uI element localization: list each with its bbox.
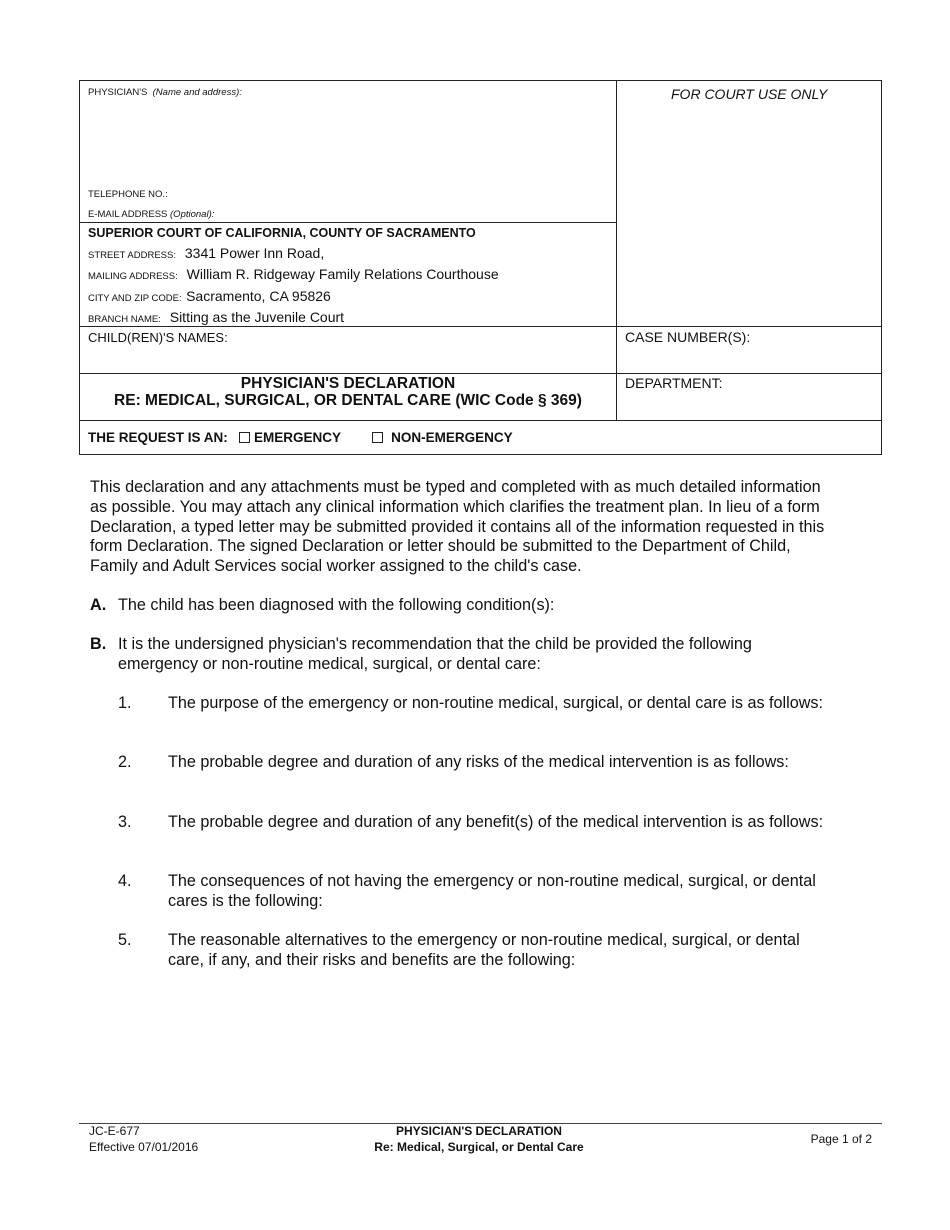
form-code: JC-E-677: [89, 1124, 140, 1138]
street-address: STREET ADDRESS: 3341 Power Inn Road,: [88, 245, 325, 261]
emergency-label: EMERGENCY: [254, 430, 341, 445]
section-a-letter: A.: [90, 596, 107, 614]
footer-title-line2: Re: Medical, Surgical, or Dental Care: [374, 1140, 584, 1154]
court-use-label: FOR COURT USE ONLY: [671, 86, 828, 102]
telephone-label: TELEPHONE NO.:: [88, 189, 168, 200]
form-title-line2: RE: MEDICAL, SURGICAL, OR DENTAL CARE (WIC Code § 369): [114, 392, 582, 409]
effective-date: Effective 07/01/2016: [89, 1140, 199, 1154]
list-item: The purpose of the emergency or non-routine medical, surgical, or dental care is as follows:: [168, 694, 824, 712]
intro-paragraph: This declaration and any attachments must be typed and completed with as much detailed information as possible. You may attach any clinical information which clarifies the treatment plan. In lieu of a form Declaration, a typed letter may be submitted provided it contains all of the information requested in this form Declaration. The signed Declaration or letter should be submitted to the Department of Child, Family and Adult Services social worker assigned to the child's case.: [90, 478, 825, 576]
divider-court: [79, 222, 617, 223]
non-emergency-checkbox[interactable]: [372, 432, 383, 443]
branch-name: BRANCH NAME: Sitting as the Juvenile Court: [88, 309, 345, 325]
item-number: 2.: [118, 753, 132, 771]
non-emergency-label: NON-EMERGENCY: [391, 430, 513, 445]
item-number: 3.: [118, 813, 132, 831]
page-number: Page 1 of 2: [810, 1132, 872, 1146]
divider-request: [79, 420, 882, 421]
item-number: 5.: [118, 931, 132, 949]
children-names-label: CHILD(REN)'S NAMES:: [88, 330, 228, 345]
court-title: SUPERIOR COURT OF CALIFORNIA, COUNTY OF SACRAMENTO: [88, 226, 476, 240]
list-item: The consequences of not having the emergency or non-routine medical, surgical, or dental cares is the following:: [168, 872, 816, 910]
column-divider: [616, 80, 617, 420]
section-a-text: The child has been diagnosed with the following condition(s):: [118, 596, 555, 614]
mailing-address: MAILING ADDRESS: William R. Ridgeway Family Relations Courthouse: [88, 266, 499, 282]
item-number: 1.: [118, 694, 132, 712]
list-item: The probable degree and duration of any benefit(s) of the medical intervention is as follows:: [168, 813, 824, 831]
request-label: THE REQUEST IS AN:: [88, 430, 228, 445]
footer-title-line1: PHYSICIAN'S DECLARATION: [396, 1124, 562, 1138]
department-label: DEPARTMENT:: [625, 375, 723, 391]
list-item: The reasonable alternatives to the emergency or non-routine medical, surgical, or dental care, if any, and their risks and benefits are the following:: [168, 931, 800, 969]
form-title-line1: PHYSICIAN'S DECLARATION: [240, 375, 456, 392]
city-zip: CITY AND ZIP CODE: Sacramento, CA 95826: [88, 288, 331, 304]
section-b-letter: B.: [90, 635, 107, 653]
list-item: The probable degree and duration of any risks of the medical intervention is as follows:: [168, 753, 789, 771]
divider-title: [79, 373, 882, 374]
section-b-text: It is the undersigned physician's recommendation that the child be provided the following emergency or non-routine medical, surgical, or dental care:: [118, 635, 752, 673]
request-row: [88, 430, 513, 445]
item-number: 4.: [118, 872, 132, 890]
email-label: E-MAIL ADDRESS (Optional):: [88, 209, 215, 220]
emergency-checkbox[interactable]: [239, 432, 250, 443]
physician-label: PHYSICIAN'S (Name and address):: [88, 87, 242, 98]
case-number-label: CASE NUMBER(S):: [625, 329, 751, 345]
